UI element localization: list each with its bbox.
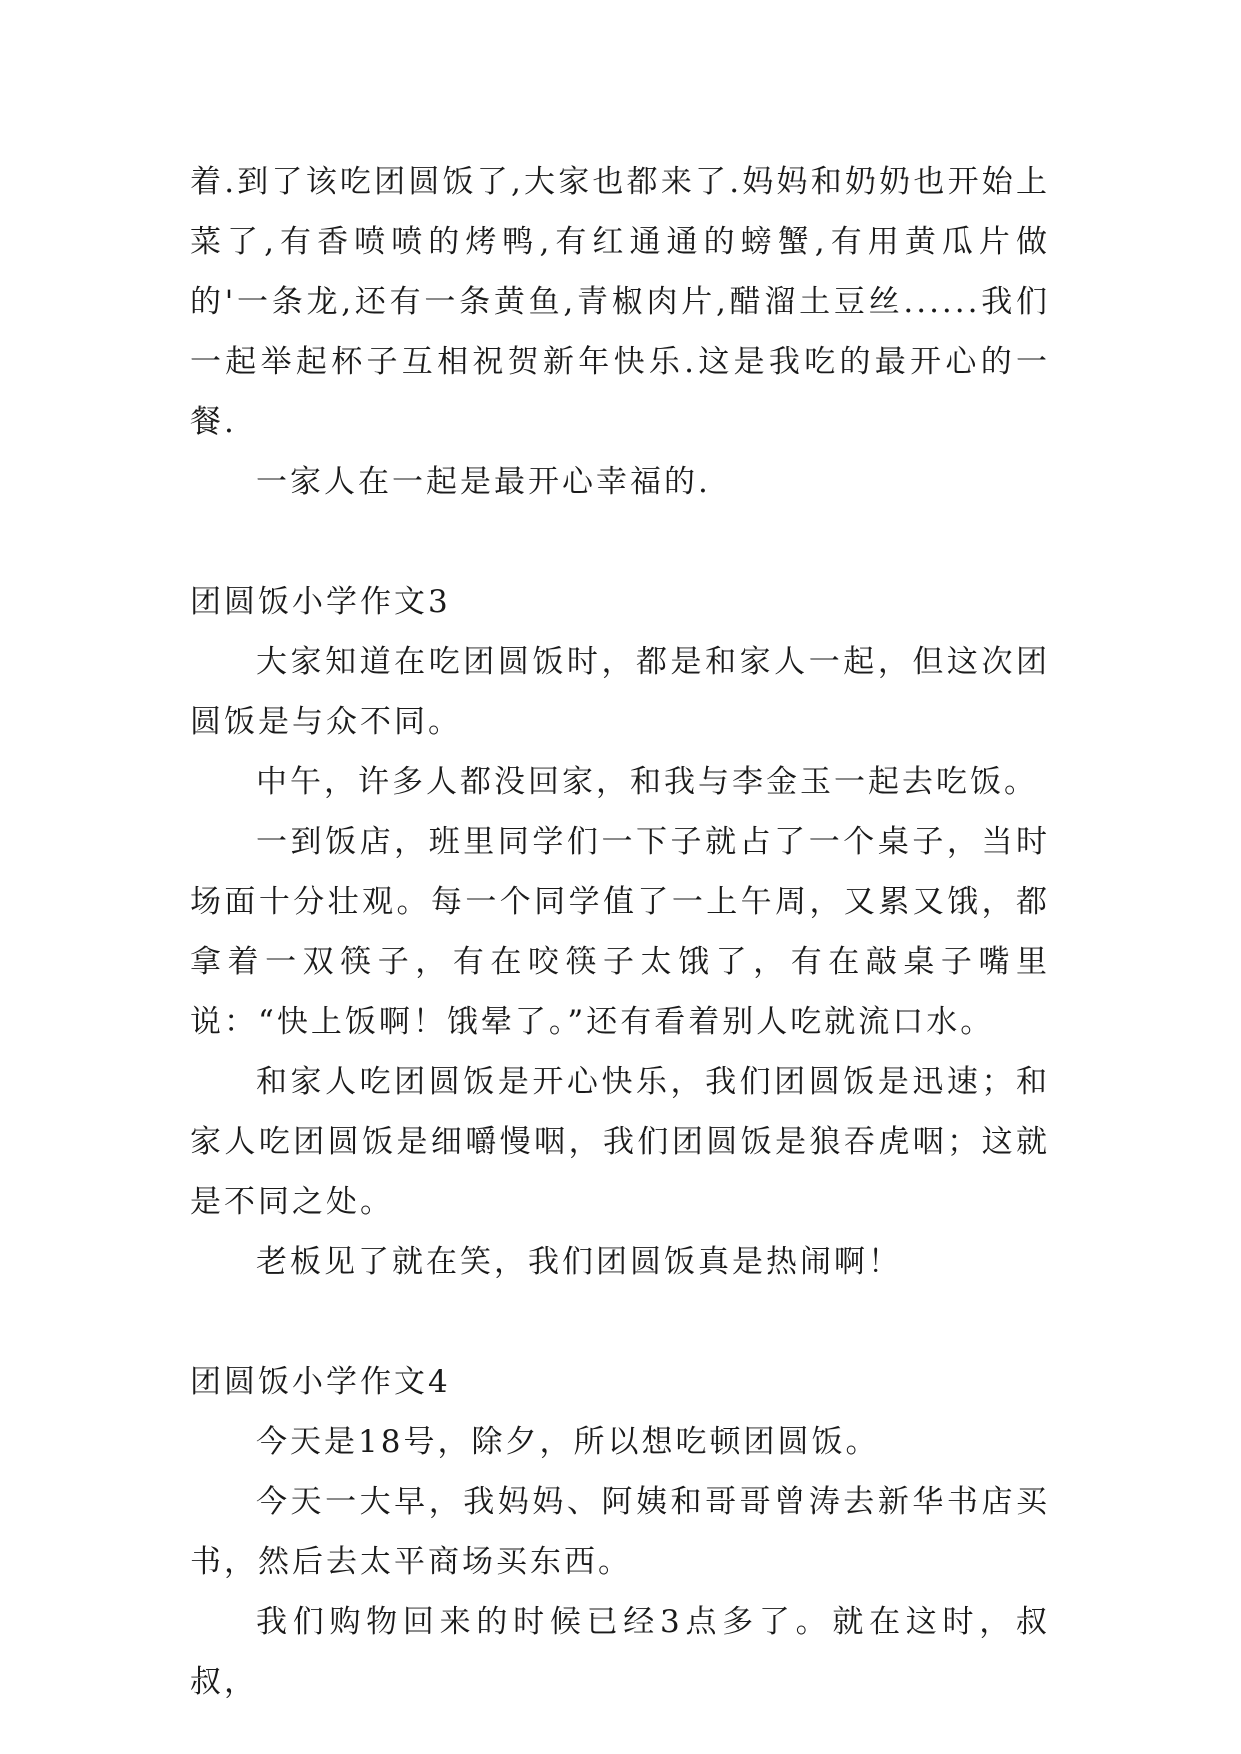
paragraph: 着.到了该吃团圆饭了,大家也都来了.妈妈和奶奶也开始上菜了,有香喷喷的烤鸭,有红通通的螃蟹,有用黄瓜片做的'一条龙,还有一条黄鱼,青椒肉片,醋溜土豆丝......我们一起举起杯子互相祝贺新年快乐.这是我吃的最开心的一餐. [190,164,1050,440]
paragraph: 今天一大早，我妈妈、阿姨和哥哥曾涛去新华书店买书，然后去太平商场买东西。 [190,1484,1050,1580]
section-spacer [190,512,1050,572]
section-title-4: 团圆饭小学作文4 [190,1364,451,1400]
document-body [190,152,1050,1712]
paragraph: 和家人吃团圆饭是开心快乐，我们团圆饭是迅速；和家人吃团圆饭是细嚼慢咽，我们团圆饭是狼吞虎咽；这就是不同之处。 [190,1064,1050,1220]
paragraph: 我们购物回来的时候已经3点多了。就在这时，叔叔， [190,1604,1050,1700]
paragraph: 中午，许多人都没回家，和我与李金玉一起去吃饭。 [256,764,1038,800]
section-spacer [190,1292,1050,1352]
paragraph: 一家人在一起是最开心幸福的. [256,464,711,500]
paragraph: 今天是18号，除夕，所以想吃顿团圆饭。 [256,1424,880,1460]
paragraph: 老板见了就在笑，我们团圆饭真是热闹啊！ [256,1244,902,1280]
paragraph: 大家知道在吃团圆饭时，都是和家人一起，但这次团圆饭是与众不同。 [190,644,1050,740]
section-title-3: 团圆饭小学作文3 [190,584,451,620]
paragraph: 一到饭店，班里同学们一下子就占了一个桌子，当时场面十分壮观。每一个同学值了一上午周，又累又饿，都拿着一双筷子，有在咬筷子太饿了，有在敲桌子嘴里说：“快上饭啊！饿晕了。”还有看着别人吃就流口水。 [190,824,1050,1040]
